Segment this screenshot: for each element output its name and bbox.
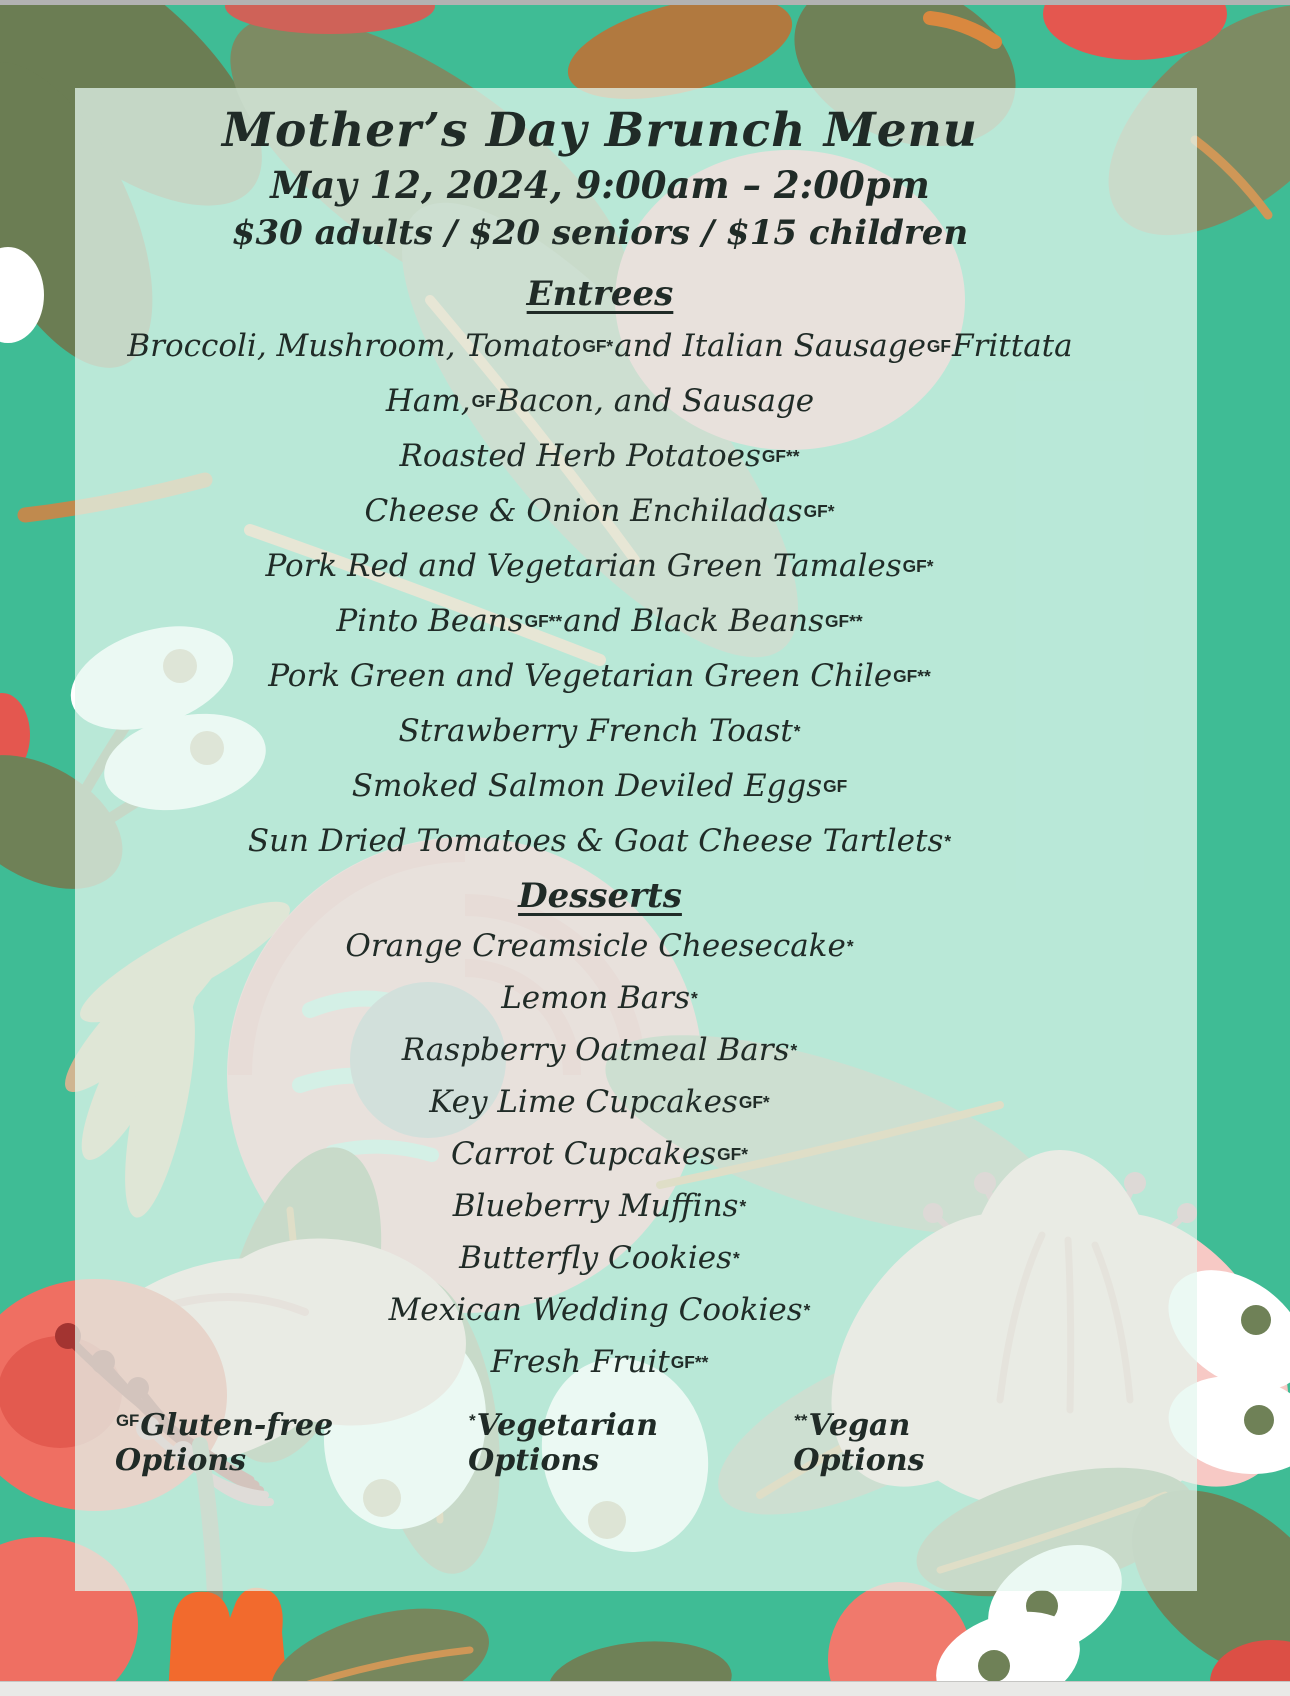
menu-item: Strawberry French Toast *: [398, 712, 801, 749]
menu-item: Butterfly Cookies *: [459, 1240, 740, 1276]
dietary-marker: GF: [116, 1410, 140, 1430]
menu-item: Blueberry Muffins *: [452, 1188, 747, 1224]
dietary-marker: *: [469, 1410, 476, 1430]
menu-item: Broccoli, Mushroom, Tomato GF* and Italian Sausage GF Frittata: [127, 327, 1073, 364]
window-bottom-edge: [0, 1681, 1290, 1696]
menu-date: May 12, 2024, 9:00am – 2:00pm: [270, 163, 930, 207]
menu-item: Smoked Salmon Deviled Eggs GF: [351, 767, 848, 804]
menu-item: Mexican Wedding Cookies *: [388, 1292, 811, 1328]
menu-sections: [75, 272, 1125, 1388]
section-heading-entrees: Entrees: [526, 274, 674, 314]
menu-item: Ham, GF Bacon, and Sausage: [385, 382, 815, 419]
menu-item: Cheese & Onion Enchiladas GF*: [364, 492, 835, 529]
menu-item: Roasted Herb Potatoes GF**: [399, 437, 800, 474]
legend-gluten-free: $^{GF}$Gluten-free Options: [115, 1408, 334, 1478]
menu-prices: $30 adults / $20 seniors / $15 children: [231, 213, 969, 253]
menu-item: Pork Green and Vegetarian Green Chile GF**: [268, 657, 931, 694]
menu-content: [75, 88, 1125, 1388]
dietary-marker: **: [794, 1410, 808, 1430]
dietary-legend: [75, 1408, 1197, 1478]
menu-item: Raspberry Oatmeal Bars *: [401, 1032, 798, 1068]
menu-item: Pinto Beans GF** and Black Beans GF**: [336, 602, 863, 639]
legend-vegetarian: *Vegetarian Options: [468, 1408, 659, 1478]
menu-item: Pork Red and Vegetarian Green Tamales GF*: [265, 547, 934, 584]
legend-vegan: **Vegan Options: [793, 1408, 925, 1478]
section-heading-desserts: Desserts: [518, 876, 682, 916]
menu-item: Lemon Bars *: [501, 980, 698, 1016]
menu-item: Carrot Cupcakes GF*: [450, 1136, 749, 1172]
menu-item: Orange Creamsicle Cheesecake *: [345, 928, 854, 964]
menu-item: Sun Dried Tomatoes & Goat Cheese Tartlets *: [247, 822, 952, 859]
menu-title: Mother’s Day Brunch Menu: [222, 103, 978, 158]
menu-item: Key Lime Cupcakes GF*: [429, 1084, 770, 1120]
window-top-edge: [0, 0, 1290, 5]
menu-item: Fresh Fruit GF**: [490, 1344, 709, 1380]
